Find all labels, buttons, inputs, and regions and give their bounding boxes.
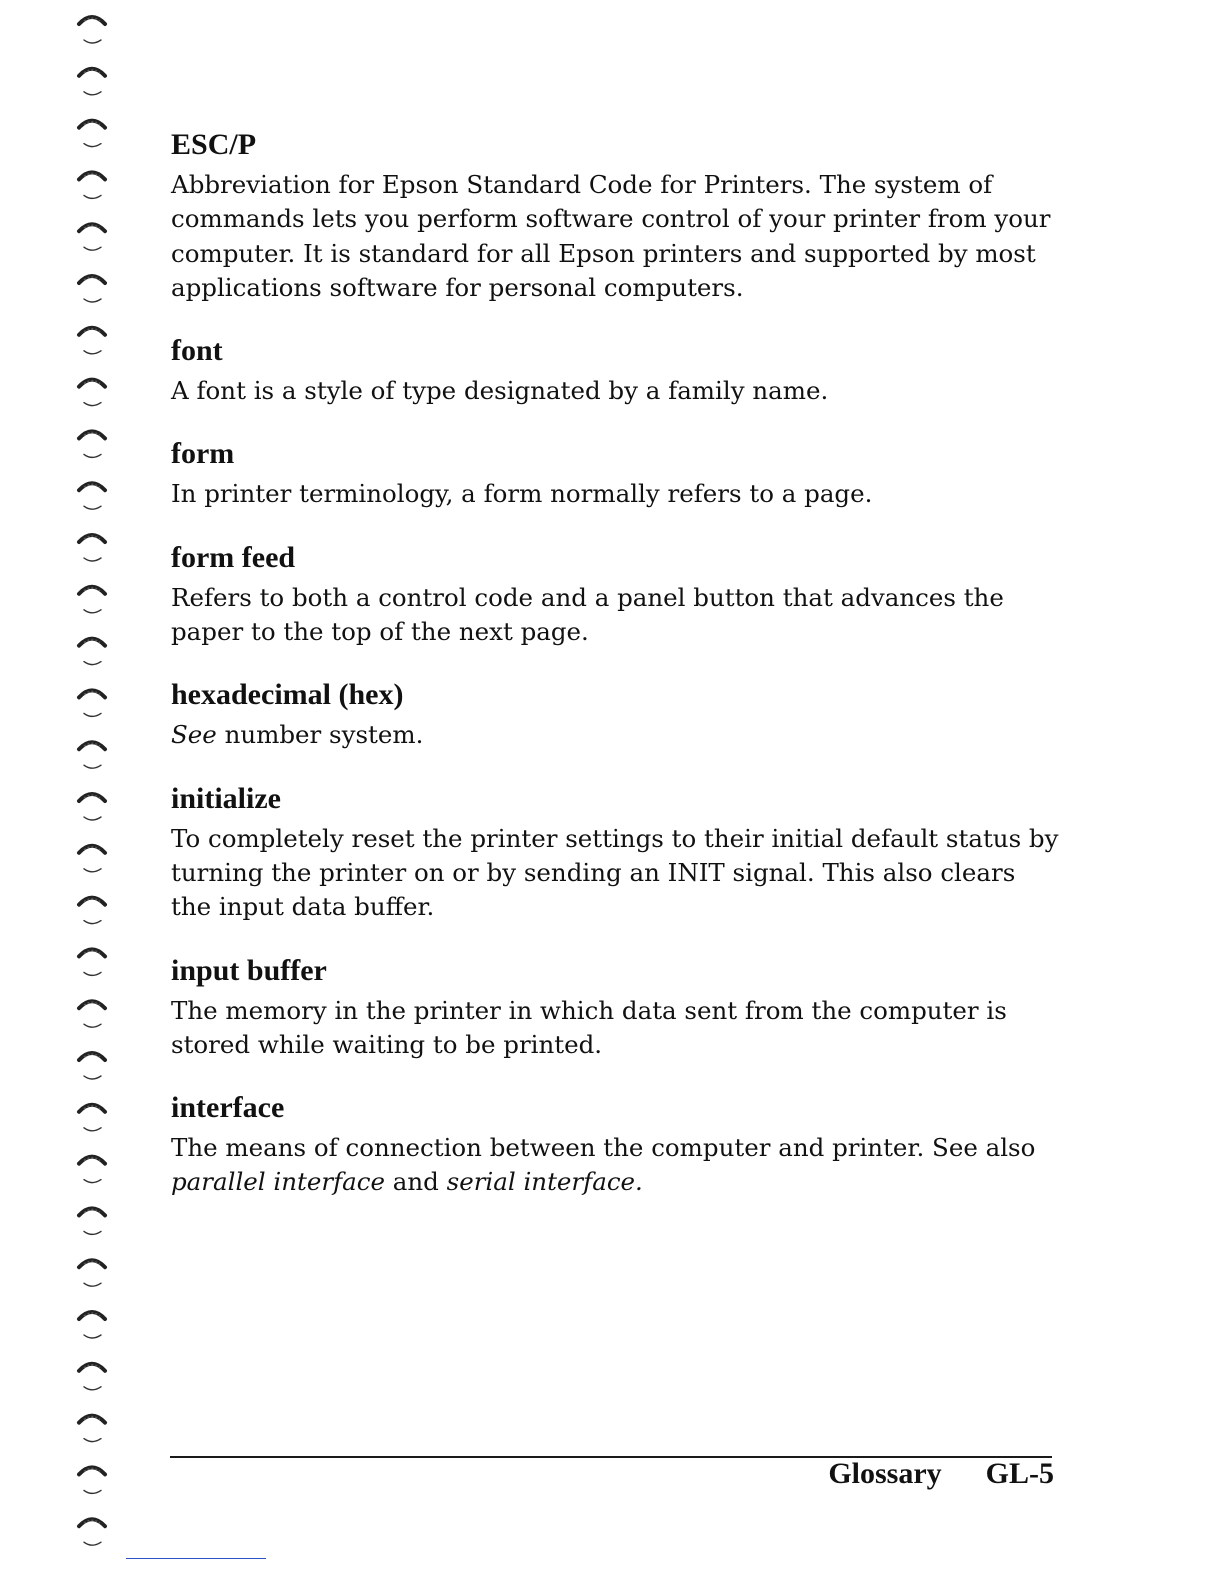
- glossary-entry-interface: [171, 1091, 1061, 1200]
- binding-ring: [79, 1053, 105, 1079]
- entry-term: form feed: [171, 540, 296, 574]
- glossary-entry-initialize: [171, 782, 1061, 925]
- binding-ring: [79, 172, 105, 198]
- entry-definition: [171, 1131, 1061, 1200]
- binding-ring: [79, 742, 105, 768]
- glossary-entry-form: [171, 437, 1061, 511]
- definition-text: number system.: [216, 720, 424, 750]
- binding-ring: [79, 639, 105, 665]
- binding-ring: [79, 1260, 105, 1286]
- page-footer: [828, 1457, 1054, 1491]
- binding-ring: [79, 69, 105, 95]
- page-number: GL-5: [985, 1457, 1054, 1490]
- entry-term: hexadecimal (hex): [171, 678, 404, 712]
- binding-ring: [79, 483, 105, 509]
- see-reference: See: [171, 720, 217, 750]
- entry-definition: [171, 718, 1061, 752]
- entry-term: interface: [171, 1091, 285, 1125]
- binding-ring: [79, 587, 105, 613]
- binding-ring: [79, 121, 105, 147]
- entry-definition: A font is a style of type designated by a family name.: [171, 376, 829, 406]
- binding-ring: [79, 1312, 105, 1338]
- entry-definition: Abbreviation for Epson Standard Code for Printers. The system of commands lets you perform software control of your printer from your computer. It is standard for all Epson printers and supported by most applications software for personal computers.: [171, 170, 1051, 302]
- binding-ring: [79, 1001, 105, 1027]
- entry-term: initialize: [171, 781, 281, 815]
- entry-definition: To completely reset the printer settings to their initial default status by turning the printer on or by sending an INIT signal. This also clears the input data buffer.: [171, 823, 1059, 922]
- entry-term: ESC/P: [171, 128, 257, 161]
- binding-ring: [79, 794, 105, 820]
- binding-ring: [79, 276, 105, 302]
- cross-reference: parallel interface: [171, 1167, 385, 1197]
- entry-definition: Refers to both a control code and a panel button that advances the paper to the top of the next page.: [171, 582, 1004, 647]
- definition-text: and: [384, 1167, 447, 1197]
- spiral-binding: [72, 0, 112, 1584]
- binding-ring: [79, 1519, 105, 1545]
- binding-ring: [79, 328, 105, 354]
- binding-ring: [79, 898, 105, 924]
- glossary-entry-input-buffer: [171, 954, 1061, 1063]
- glossary-entry-esc-p: [171, 128, 1061, 305]
- binding-ring: [79, 380, 105, 406]
- binding-ring: [79, 17, 105, 43]
- binding-ring: [79, 1208, 105, 1234]
- glossary-entry-font: [171, 334, 1061, 408]
- binding-ring: [79, 1416, 105, 1442]
- entry-definition: In printer terminology, a form normally refers to a page.: [171, 479, 873, 509]
- binding-ring: [79, 846, 105, 872]
- cross-reference: serial interface.: [446, 1167, 643, 1197]
- glossary-entry-form-feed: [171, 541, 1061, 650]
- definition-text: The means of connection between the computer and printer. See also: [171, 1133, 1036, 1163]
- binding-ring: [79, 1467, 105, 1493]
- binding-ring: [79, 535, 105, 561]
- entry-definition: The memory in the printer in which data sent from the computer is stored while waiting to be printed.: [171, 995, 1007, 1059]
- binding-ring: [79, 1105, 105, 1131]
- binding-ring: [79, 949, 105, 975]
- footer-section: Glossary: [828, 1457, 942, 1490]
- scan-edge-line: [126, 1558, 266, 1559]
- binding-ring: [79, 431, 105, 457]
- binding-ring: [79, 224, 105, 250]
- glossary-entry-hexadecimal: [171, 678, 1061, 752]
- binding-ring: [79, 690, 105, 716]
- entry-term: form: [171, 437, 235, 471]
- binding-ring: [79, 1364, 105, 1390]
- glossary-content: [171, 128, 1061, 1229]
- entry-term: font: [171, 334, 223, 368]
- binding-ring: [79, 1157, 105, 1183]
- entry-term: input buffer: [171, 953, 327, 987]
